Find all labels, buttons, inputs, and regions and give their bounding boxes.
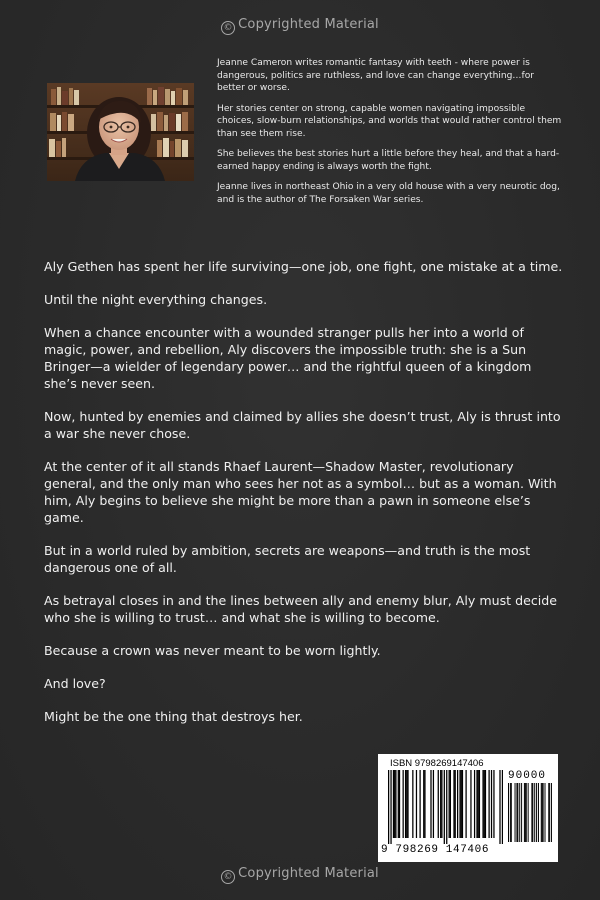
barcode-bar: [438, 770, 439, 838]
addon-bar: [510, 783, 511, 842]
barcode-bar: [430, 770, 431, 838]
blurb-paragraph: Until the night everything changes.: [44, 292, 268, 307]
addon-bar: [508, 783, 509, 842]
barcode-bar: [479, 770, 480, 838]
blurb-paragraph: Aly Gethen has spent her life surviving—one job, one fight, one mistake at a time.: [44, 259, 563, 274]
author-bio: [217, 57, 562, 214]
barcode-bar: [461, 770, 462, 838]
barcode-bar: [424, 770, 425, 838]
addon-bar: [545, 783, 546, 842]
addon-bar: [551, 783, 552, 842]
addon-bar: [531, 783, 532, 842]
addon-bar: [524, 783, 525, 842]
copyright-icon: ©: [221, 21, 235, 35]
blurb-paragraph: Because a crown was never meant to be worn lightly.: [44, 643, 381, 658]
barcode-bar: [440, 770, 441, 838]
isbn-label: ISBN 9798269147406: [390, 758, 484, 769]
blurb-paragraph: Might be the one thing that destroys her.: [44, 709, 303, 724]
barcode-bar: [407, 770, 408, 838]
barcode-bar: [441, 770, 442, 838]
addon-bar: [536, 783, 537, 842]
barcode-bar: [393, 770, 394, 838]
addon-bar: [525, 783, 526, 842]
barcode-bar: [491, 770, 492, 838]
barcode-bar: [484, 770, 485, 838]
blurb-paragraph: Now, hunted by enemies and claimed by allies she doesn’t trust, Aly is thrust into a war she never chose.: [44, 409, 561, 441]
barcode-bar: [470, 770, 471, 838]
blurb-paragraph: As betrayal closes in and the lines between ally and enemy blur, Aly must decide who she is willing to trust… and what she is willing to become.: [44, 593, 557, 625]
copyright-watermark-bottom: [0, 866, 600, 884]
bio-paragraph: Jeanne Cameron writes romantic fantasy with teeth - where power is dangerous, politics are ruthless, and love can change everything…for better or worse.: [217, 58, 534, 93]
watermark-text: Copyrighted Material: [238, 866, 379, 881]
barcode-bar: [398, 770, 399, 838]
addon-bar: [532, 783, 533, 842]
barcode-bars: [388, 770, 503, 844]
barcode-bar: [450, 770, 451, 838]
isbn-digits: 9 798269 147406: [381, 844, 490, 856]
barcode-bar: [403, 770, 404, 838]
addon-bar: [519, 783, 520, 842]
addon-bar: [526, 783, 527, 842]
barcode-bar: [449, 770, 450, 838]
blurb-paragraph: At the center of it all stands Rhaef Laurent—Shadow Master, revolutionary general, and the only man who sees her not as a symbol… but as a woman. With him, Aly begins to believe she might be more than a pawn in someone else’s game.: [44, 459, 557, 525]
addon-bar: [538, 783, 539, 842]
addon-barcode-bars: [508, 783, 552, 842]
addon-bar: [516, 783, 517, 842]
blurb-paragraph: When a chance encounter with a wounded stranger pulls her into a world of magic, power, and rebellion, Aly discovers the impossible truth: she is a Sun Bringer—a wielder of legendary power… and the rightful queen of a kingdom she’s never seen.: [44, 325, 532, 391]
barcode-bar: [405, 770, 406, 838]
barcode-bar: [444, 770, 445, 844]
barcode-bar: [433, 770, 434, 838]
barcode-bar: [412, 770, 413, 838]
price-code: 90000: [508, 770, 547, 782]
barcode-bar: [446, 770, 447, 844]
barcode-bar: [399, 770, 400, 838]
barcode-bar: [423, 770, 424, 838]
addon-bar: [511, 783, 512, 842]
addon-bar: [521, 783, 522, 842]
bio-paragraph: She believes the best stories hurt a little before they heal, and that a hard-earned happy ending is always worth the fight.: [217, 149, 560, 172]
barcode-bar: [478, 770, 479, 838]
barcode-bar: [390, 770, 391, 844]
addon-bar: [528, 783, 529, 842]
author-photo: [47, 83, 194, 181]
addon-bar: [543, 783, 544, 842]
addon-bar: [541, 783, 542, 842]
barcode-bar: [462, 770, 463, 838]
barcode-bar: [457, 770, 458, 838]
barcode-bar: [499, 770, 500, 844]
barcode-bar: [476, 770, 477, 838]
addon-bar: [542, 783, 543, 842]
isbn-barcode: [378, 754, 558, 862]
blurb-paragraph: And love?: [44, 676, 106, 691]
bio-paragraph: Jeanne lives in northeast Ohio in a very old house with a very neurotic dog, and is the author of The Forsaken War series.: [217, 182, 560, 205]
barcode-bar: [488, 770, 489, 838]
watermark-text: Copyrighted Material: [238, 17, 379, 32]
addon-bar: [517, 783, 518, 842]
barcode-bar: [474, 770, 475, 838]
barcode-bar: [502, 770, 503, 844]
barcode-bar: [395, 770, 396, 838]
addon-bar: [515, 783, 516, 842]
blurb-paragraph: But in a world ruled by ambition, secrets are weapons—and truth is the most dangerous one of all.: [44, 543, 531, 575]
barcode-bar: [416, 770, 417, 838]
barcode-bar: [453, 770, 454, 838]
copyright-icon: ©: [221, 870, 235, 884]
bio-paragraph: Her stories center on strong, capable women navigating impossible choices, slow-burn relationships, and worlds that would rather control them than see them rise.: [217, 103, 562, 139]
barcode-bar: [459, 770, 460, 838]
addon-bar: [548, 783, 549, 842]
barcode-bar: [482, 770, 483, 838]
barcode-bar: [465, 770, 466, 838]
barcode-bar: [419, 770, 420, 838]
book-blurb: [44, 258, 564, 741]
barcode-bar: [455, 770, 456, 838]
copyright-watermark-top: [0, 17, 600, 35]
barcode-bar: [485, 770, 486, 838]
barcode-bar: [394, 770, 395, 838]
barcode-bar: [406, 770, 407, 838]
addon-bar: [549, 783, 550, 842]
barcode-bar: [388, 770, 389, 844]
addon-bar: [534, 783, 535, 842]
barcode-bar: [493, 770, 494, 838]
